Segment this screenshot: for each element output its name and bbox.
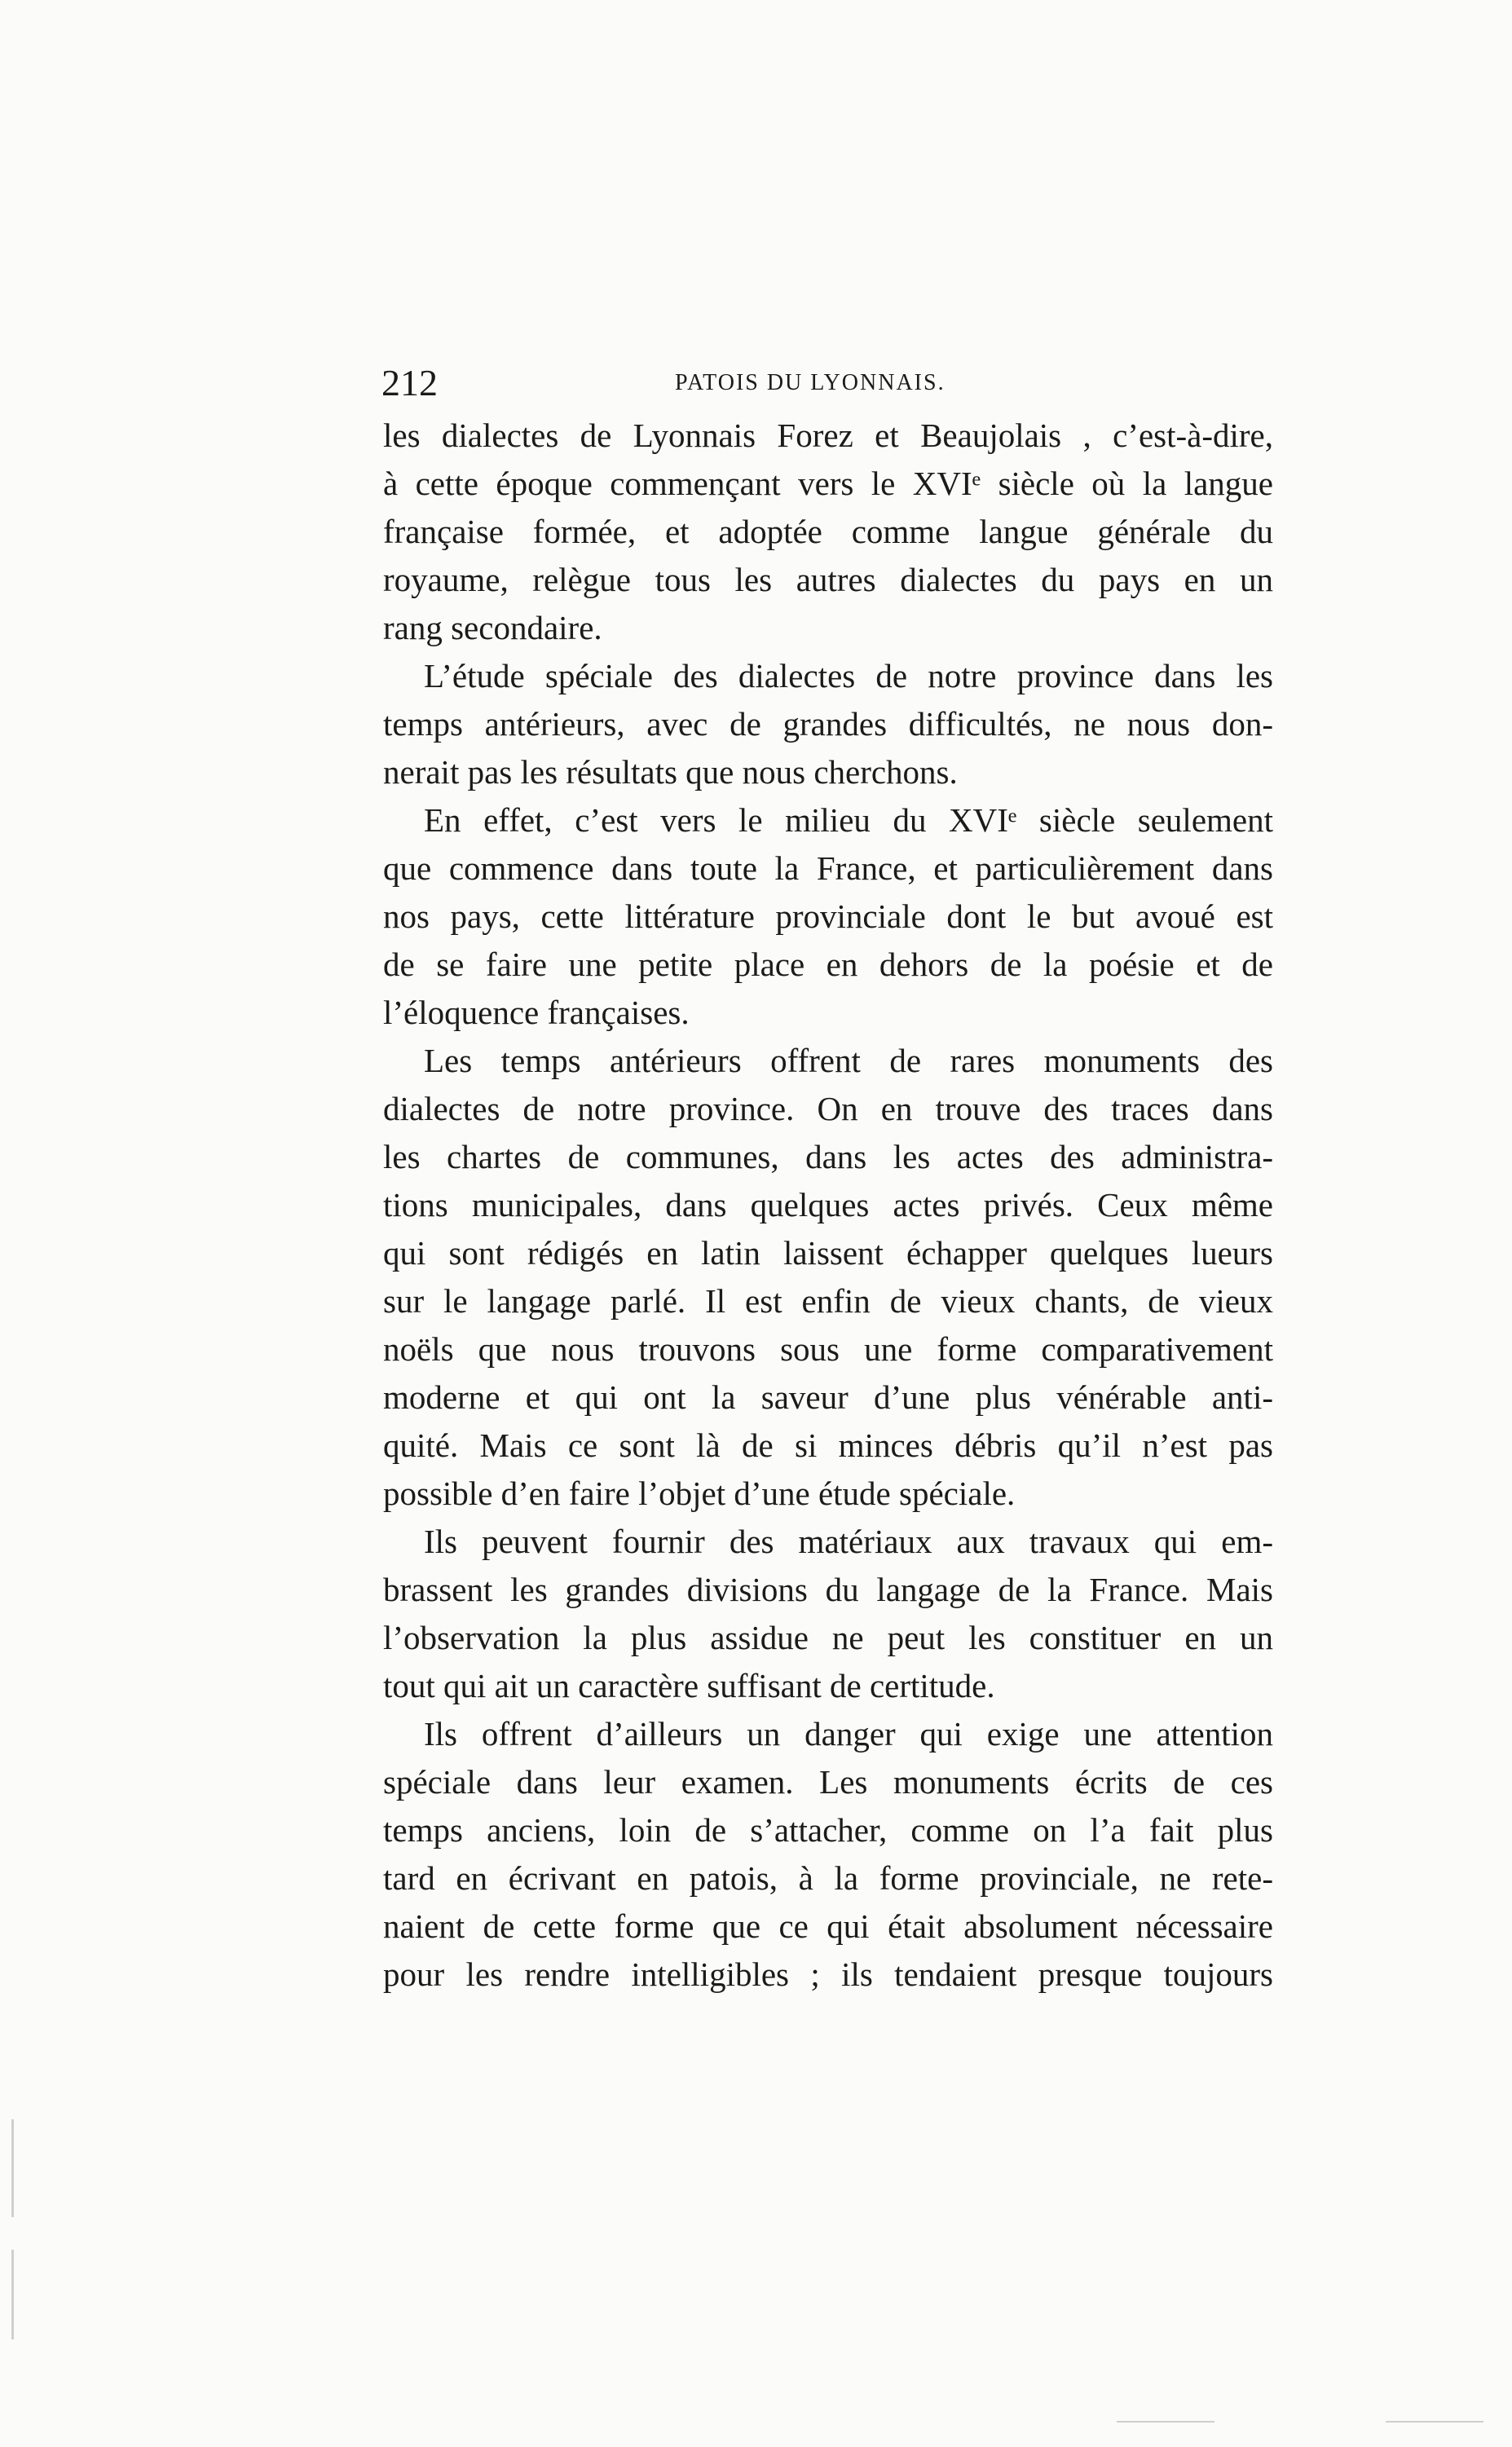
text-line: temps antérieurs, avec de grandes difficultés, ne nous don- xyxy=(383,705,1273,743)
page-header xyxy=(381,359,1278,408)
text-line: possible d’en faire l’objet d’une étude spéciale. xyxy=(383,1475,1016,1512)
text-line: naient de cette forme que ce qui était absolument nécessaire xyxy=(383,1907,1273,1945)
text-line: de se faire une petite place en dehors de la poésie et de xyxy=(383,946,1273,983)
text-line: noëls que nous trouvons sous une forme comparativement xyxy=(383,1330,1273,1368)
text-line: sur le langage parlé. Il est enfin de vieux chants, de vieux xyxy=(383,1282,1273,1320)
text-line: temps anciens, loin de s’attacher, comme on l’a fait plus xyxy=(383,1811,1273,1849)
text-line: quité. Mais ce sont là de si minces débris qu’il n’est pas xyxy=(383,1426,1273,1464)
running-title: PATOIS DU LYONNAIS. xyxy=(675,370,946,395)
scan-margin-mark xyxy=(11,2119,14,2217)
text-line: à cette époque commençant vers le XVIᵉ siècle où la langue xyxy=(383,465,1273,502)
body-text xyxy=(383,412,1273,1999)
text-line: les chartes de communes, dans les actes des administra- xyxy=(383,1138,1273,1175)
text-line: tions municipales, dans quelques actes privés. Ceux même xyxy=(383,1186,1273,1224)
paragraph xyxy=(383,1518,1273,1710)
text-line: pour les rendre intelligibles ; ils tendaient presque toujours xyxy=(383,1955,1273,1993)
text-line: que commence dans toute la France, et particulièrement dans xyxy=(383,849,1273,887)
text-line: dialectes de notre province. On en trouve des traces dans xyxy=(383,1090,1273,1127)
scan-margin-mark xyxy=(1117,2421,1214,2423)
text-line: moderne et qui ont la saveur d’une plus vénérable anti- xyxy=(383,1378,1273,1416)
text-line: tard en écrivant en patois, à la forme provinciale, ne rete- xyxy=(383,1859,1273,1897)
text-line: En effet, c’est vers le milieu du XVIᵉ siècle seulement xyxy=(424,801,1273,839)
text-line: l’observation la plus assidue ne peut les constituer en un xyxy=(383,1619,1273,1656)
text-line: nos pays, cette littérature provinciale dont le but avoué est xyxy=(383,897,1273,935)
text-line: royaume, relègue tous les autres dialectes du pays en un xyxy=(383,561,1273,598)
text-line: brassent les grandes divisions du langage de la France. Mais xyxy=(383,1571,1273,1608)
text-line: Ils offrent d’ailleurs un danger qui exige une attention xyxy=(424,1715,1273,1753)
paragraph xyxy=(383,796,1273,1037)
text-line: l’éloquence françaises. xyxy=(383,994,690,1031)
text-line: nerait pas les résultats que nous cherchons. xyxy=(383,753,958,791)
text-line: française formée, et adoptée comme langue générale du xyxy=(383,513,1273,550)
text-line: tout qui ait un caractère suffisant de certitude. xyxy=(383,1667,995,1704)
text-line: rang secondaire. xyxy=(383,609,602,646)
text-line: spéciale dans leur examen. Les monuments écrits de ces xyxy=(383,1763,1273,1801)
text-line: Ils peuvent fournir des matériaux aux travaux qui em- xyxy=(424,1523,1273,1560)
scan-margin-mark xyxy=(1386,2421,1483,2423)
text-line: qui sont rédigés en latin laissent échapper quelques lueurs xyxy=(383,1234,1273,1272)
paragraph xyxy=(383,1710,1273,1999)
text-line: Les temps antérieurs offrent de rares monuments des xyxy=(424,1042,1273,1079)
text-line: les dialectes de Lyonnais Forez et Beaujolais , c’est-à-dire, xyxy=(383,417,1273,454)
paragraph xyxy=(383,412,1273,652)
scan-margin-mark xyxy=(11,2250,14,2339)
page-number: 212 xyxy=(381,362,438,403)
paragraph xyxy=(383,1037,1273,1518)
text-line: L’étude spéciale des dialectes de notre province dans les xyxy=(424,657,1273,694)
paragraph xyxy=(383,652,1273,796)
